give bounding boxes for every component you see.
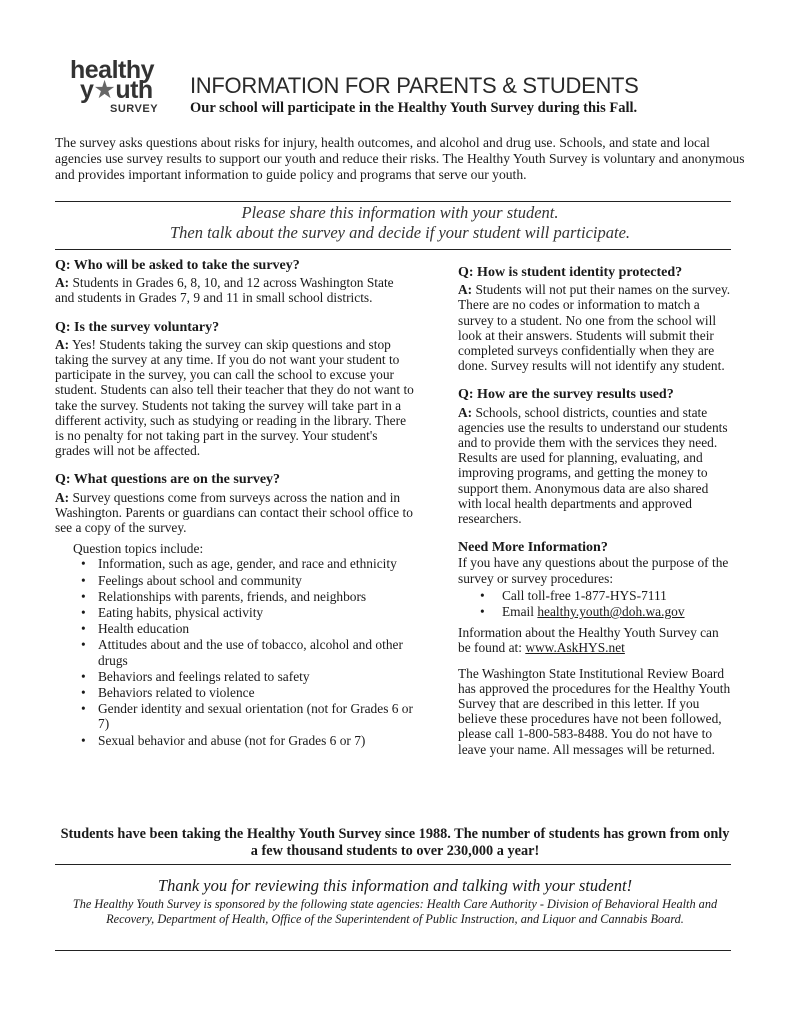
contact-list (458, 588, 733, 619)
email-prefix: Email (502, 604, 538, 620)
thank-you-line: Thank you for reviewing this information and talking with your student! (157, 876, 633, 895)
list-item: • Gender identity and sexual orientation (not for Grades 6 or 7) (98, 701, 415, 731)
faq-who (55, 258, 415, 306)
email-contact (502, 604, 733, 619)
list-item: • Behaviors and feelings related to safety (98, 669, 415, 684)
faq-identity (458, 265, 733, 373)
list-item: • Behaviors related to violence (98, 685, 415, 700)
healthy-youth-logo (66, 58, 176, 126)
contact-section (458, 540, 733, 757)
faq-questions (55, 472, 415, 747)
website-link[interactable]: www.AskHYS.net (525, 640, 625, 656)
page-title: INFORMATION FOR PARENTS & STUDENTS (190, 73, 639, 98)
answer-text: Survey questions come from surveys across the nation and in Washington. Parents or guardians can contact their school office to see a copy of the survey. (55, 489, 413, 536)
answer-text: Schools, school districts, counties and state agencies use the results to understand our students and to provide them with the services they need. Results are used for planning, evaluating, and improving programs, and getting the money to support them. Anonymous data are also shared with local health departments and approved researchers. (458, 404, 728, 527)
topics-list (55, 556, 415, 747)
answer-label: A: (55, 489, 70, 505)
logo-uth: uth (115, 76, 153, 104)
list-item: • Sexual behavior and abuse (not for Grades 6 or 7) (98, 733, 415, 748)
list-item: • Health education (98, 621, 415, 636)
answer-who (55, 275, 415, 305)
star-icon: ★ (93, 76, 116, 104)
answer-label: A: (55, 275, 70, 291)
topics-heading: Question topics include: (73, 541, 204, 557)
answer-text: Students will not put their names on the survey. There are no codes or information to match a survey to a student. No one from the school will look at their answers. Students will submit their completed surveys confidentially when they are done. Survey results will not identify any student. (458, 282, 731, 374)
phone-contact: • Call toll-free 1-877-HYS-7111 (502, 588, 733, 603)
divider-top (55, 201, 731, 202)
left-column (55, 258, 415, 762)
answer-text: Students in Grades 6, 8, 10, and 12 across Washington State and students in Grades 7, 9 and 11 in small school districts. (55, 275, 394, 306)
answer-results (458, 405, 733, 527)
question-voluntary: Q: Is the survey voluntary? (55, 319, 220, 335)
share-line-2: Then talk about the survey and decide if your student will participate. (169, 223, 631, 242)
answer-voluntary (55, 337, 415, 459)
list-item: • Eating habits, physical activity (98, 605, 415, 620)
intro-paragraph: The survey asks questions about risks for injury, health outcomes, and alcohol and drug use. Schools, and state and local agencies use survey results to support our youth and reduce their risks. The Healthy Youth Survey is voluntary and anonymous and provides important information to guide policy and programs that serve our youth. (55, 135, 745, 182)
website-info (458, 625, 733, 655)
list-item: • Information, such as age, gender, and race and ethnicity (98, 556, 415, 571)
website-info-text: Information about the Healthy Youth Survey can be found at: (458, 625, 719, 656)
question-identity: Q: How is student identity protected? (458, 265, 683, 280)
logo-word-healthy: healthy (70, 56, 155, 84)
answer-topics (55, 490, 415, 536)
irb-paragraph: The Washington State Institutional Review Board has approved the procedures for the Healthy Youth Survey that are described in this letter. If you believe these procedures have not been followed, please call 1-800-583-8488. You do not have to leave your name. All messages will be returned. (458, 665, 731, 757)
answer-label: A: (55, 336, 70, 352)
logo-word-survey: SURVEY (110, 103, 159, 115)
divider-banner (55, 864, 731, 865)
answer-label: A: (458, 404, 473, 420)
need-more-info-text: If you have any questions about the purpose of the survey or survey procedures: (458, 555, 729, 586)
share-line-1: Please share this information with your student. (241, 203, 559, 222)
question-topics: Q: What questions are on the survey? (55, 472, 281, 488)
list-item: • Relationships with parents, friends, and neighbors (98, 589, 415, 604)
email-link[interactable]: healthy.youth@doh.wa.gov (537, 604, 685, 620)
answer-text: Yes! Students taking the survey can skip questions and stop taking the survey at any time. If you do not want your student to participate in the survey, you can call the school to excuse your student. Students can also tell their teacher that they do not want to take the survey. Students not taking the survey will take part in a different activity, such as studying or reading in the library. There is no penalty for not taking part in the survey. Your student's grades will not be affected. (55, 336, 414, 459)
need-more-info-heading: Need More Information? (458, 540, 608, 556)
sponsor-note: The Healthy Youth Survey is sponsored by the following state agencies: Health Care Authority - Division of Behavioral Health and Recovery, Department of Health, Office of the Superintendent of Public Instruction, and Liquor and Cannabis Board. (72, 897, 718, 926)
list-item: • Feelings about school and community (98, 573, 415, 588)
history-banner: Students have been taking the Healthy Youth Survey since 1988. The number of students has grown from only a few thousand students to over 230,000 a year! (60, 826, 730, 859)
list-item: • Attitudes about and the use of tobacco, alcohol and other drugs (98, 637, 415, 667)
question-who: Q: Who will be asked to take the survey? (55, 258, 300, 273)
logo-word-youth (80, 78, 153, 103)
faq-results (458, 387, 733, 526)
answer-identity (458, 282, 733, 373)
right-column (458, 265, 733, 757)
answer-label: A: (458, 282, 473, 298)
faq-voluntary (55, 320, 415, 459)
divider-share (55, 249, 731, 250)
page-subtitle: Our school will participate in the Healthy Youth Survey during this Fall. (190, 100, 638, 116)
logo-y: y (80, 76, 94, 104)
question-results: Q: How are the survey results used? (458, 387, 674, 403)
divider-bottom (55, 950, 731, 951)
